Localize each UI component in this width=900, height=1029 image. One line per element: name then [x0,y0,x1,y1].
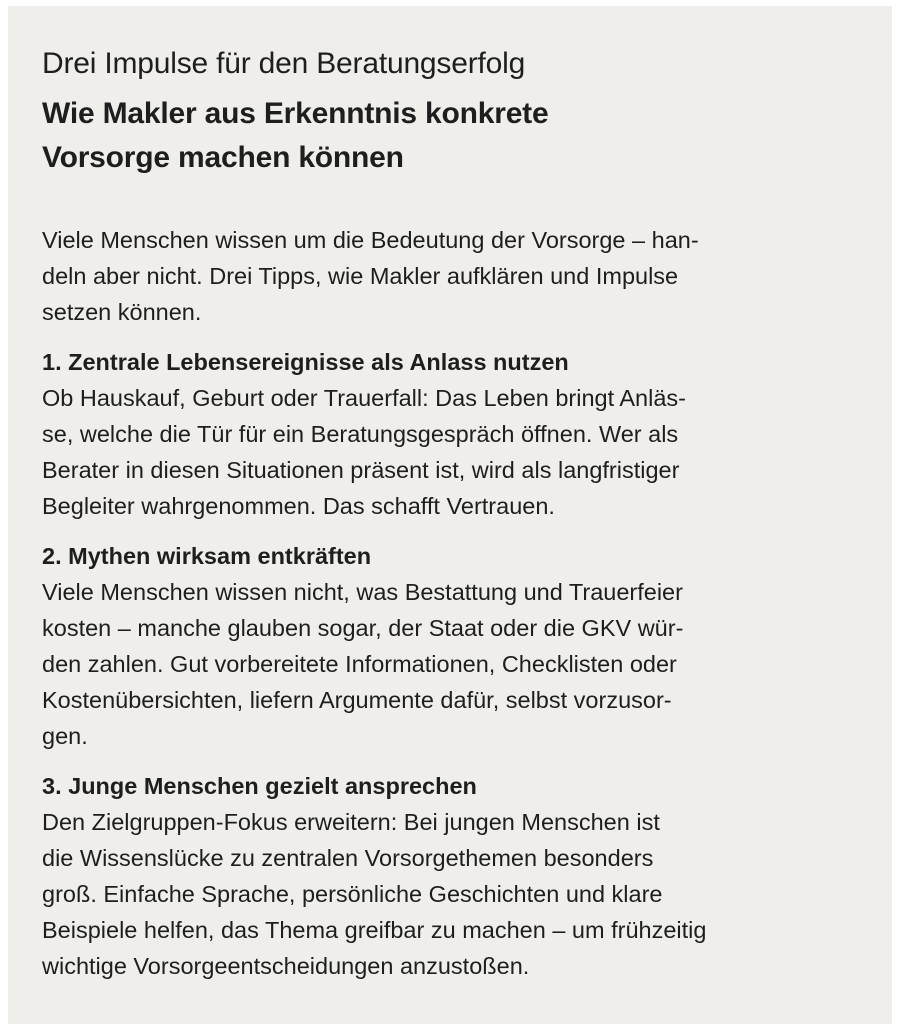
intro-line: deln aber nicht. Drei Tipps, wie Makler aufklären und Impulse [42,263,679,289]
headline-line: Wie Makler aus Erkenntnis konkrete [42,97,549,130]
intro-line: Viele Menschen wissen um die Bedeutung der Vorsorge – han- [42,227,699,253]
tip-title: 3. Junge Menschen gezielt ansprechen [42,773,477,799]
tip-line: kosten – manche glauben sogar, der Staat oder die GKV wür- [42,615,684,641]
info-box-content [42,46,832,984]
tip-line: die Wissenslücke zu zentralen Vorsorgethemen besonders [42,845,654,871]
tip-line: Viele Menschen wissen nicht, was Bestattung und Trauerfeier [42,579,683,605]
tip-line: Ob Hauskauf, Geburt oder Trauerfall: Das Leben bringt Anläs- [42,385,686,411]
tip-line: groß. Einfache Sprache, persönliche Geschichten und klare [42,881,663,907]
tip-line: Beispiele helfen, das Thema greifbar zu machen – um frühzeitig [42,917,707,943]
kicker: Drei Impulse für den Beratungserfolg [42,47,526,80]
tip-line: Den Zielgruppen-Fokus erweitern: Bei jungen Menschen ist [42,809,660,835]
tip-body [42,574,832,754]
headline-line: Vorsorge machen können [42,141,404,174]
intro-paragraph [42,222,832,330]
tip-section-3 [42,768,832,984]
tip-line: Begleiter wahrgenommen. Das schafft Vertrauen. [42,493,555,519]
tip-section-1 [42,344,832,524]
tip-line: se, welche die Tür für ein Beratungsgespräch öffnen. Wer als [42,421,679,447]
info-box [8,6,892,1024]
tip-line: gen. [42,723,88,749]
tip-line: wichtige Vorsorgeentscheidungen anzustoßen. [42,953,530,979]
tip-line: Kostenübersichten, liefern Argumente dafür, selbst vorzusor- [42,687,672,713]
tip-title: 2. Mythen wirksam entkräften [42,543,372,569]
tip-line: den zahlen. Gut vorbereitete Informationen, Checklisten oder [42,651,677,677]
intro-line: setzen können. [42,299,202,325]
tip-section-2 [42,538,832,754]
headline [42,92,832,180]
tip-body [42,804,832,984]
tip-title: 1. Zentrale Lebensereignisse als Anlass nutzen [42,349,569,375]
tip-line: Berater in diesen Situationen präsent ist, wird als langfristiger [42,457,680,483]
tip-body [42,380,832,524]
